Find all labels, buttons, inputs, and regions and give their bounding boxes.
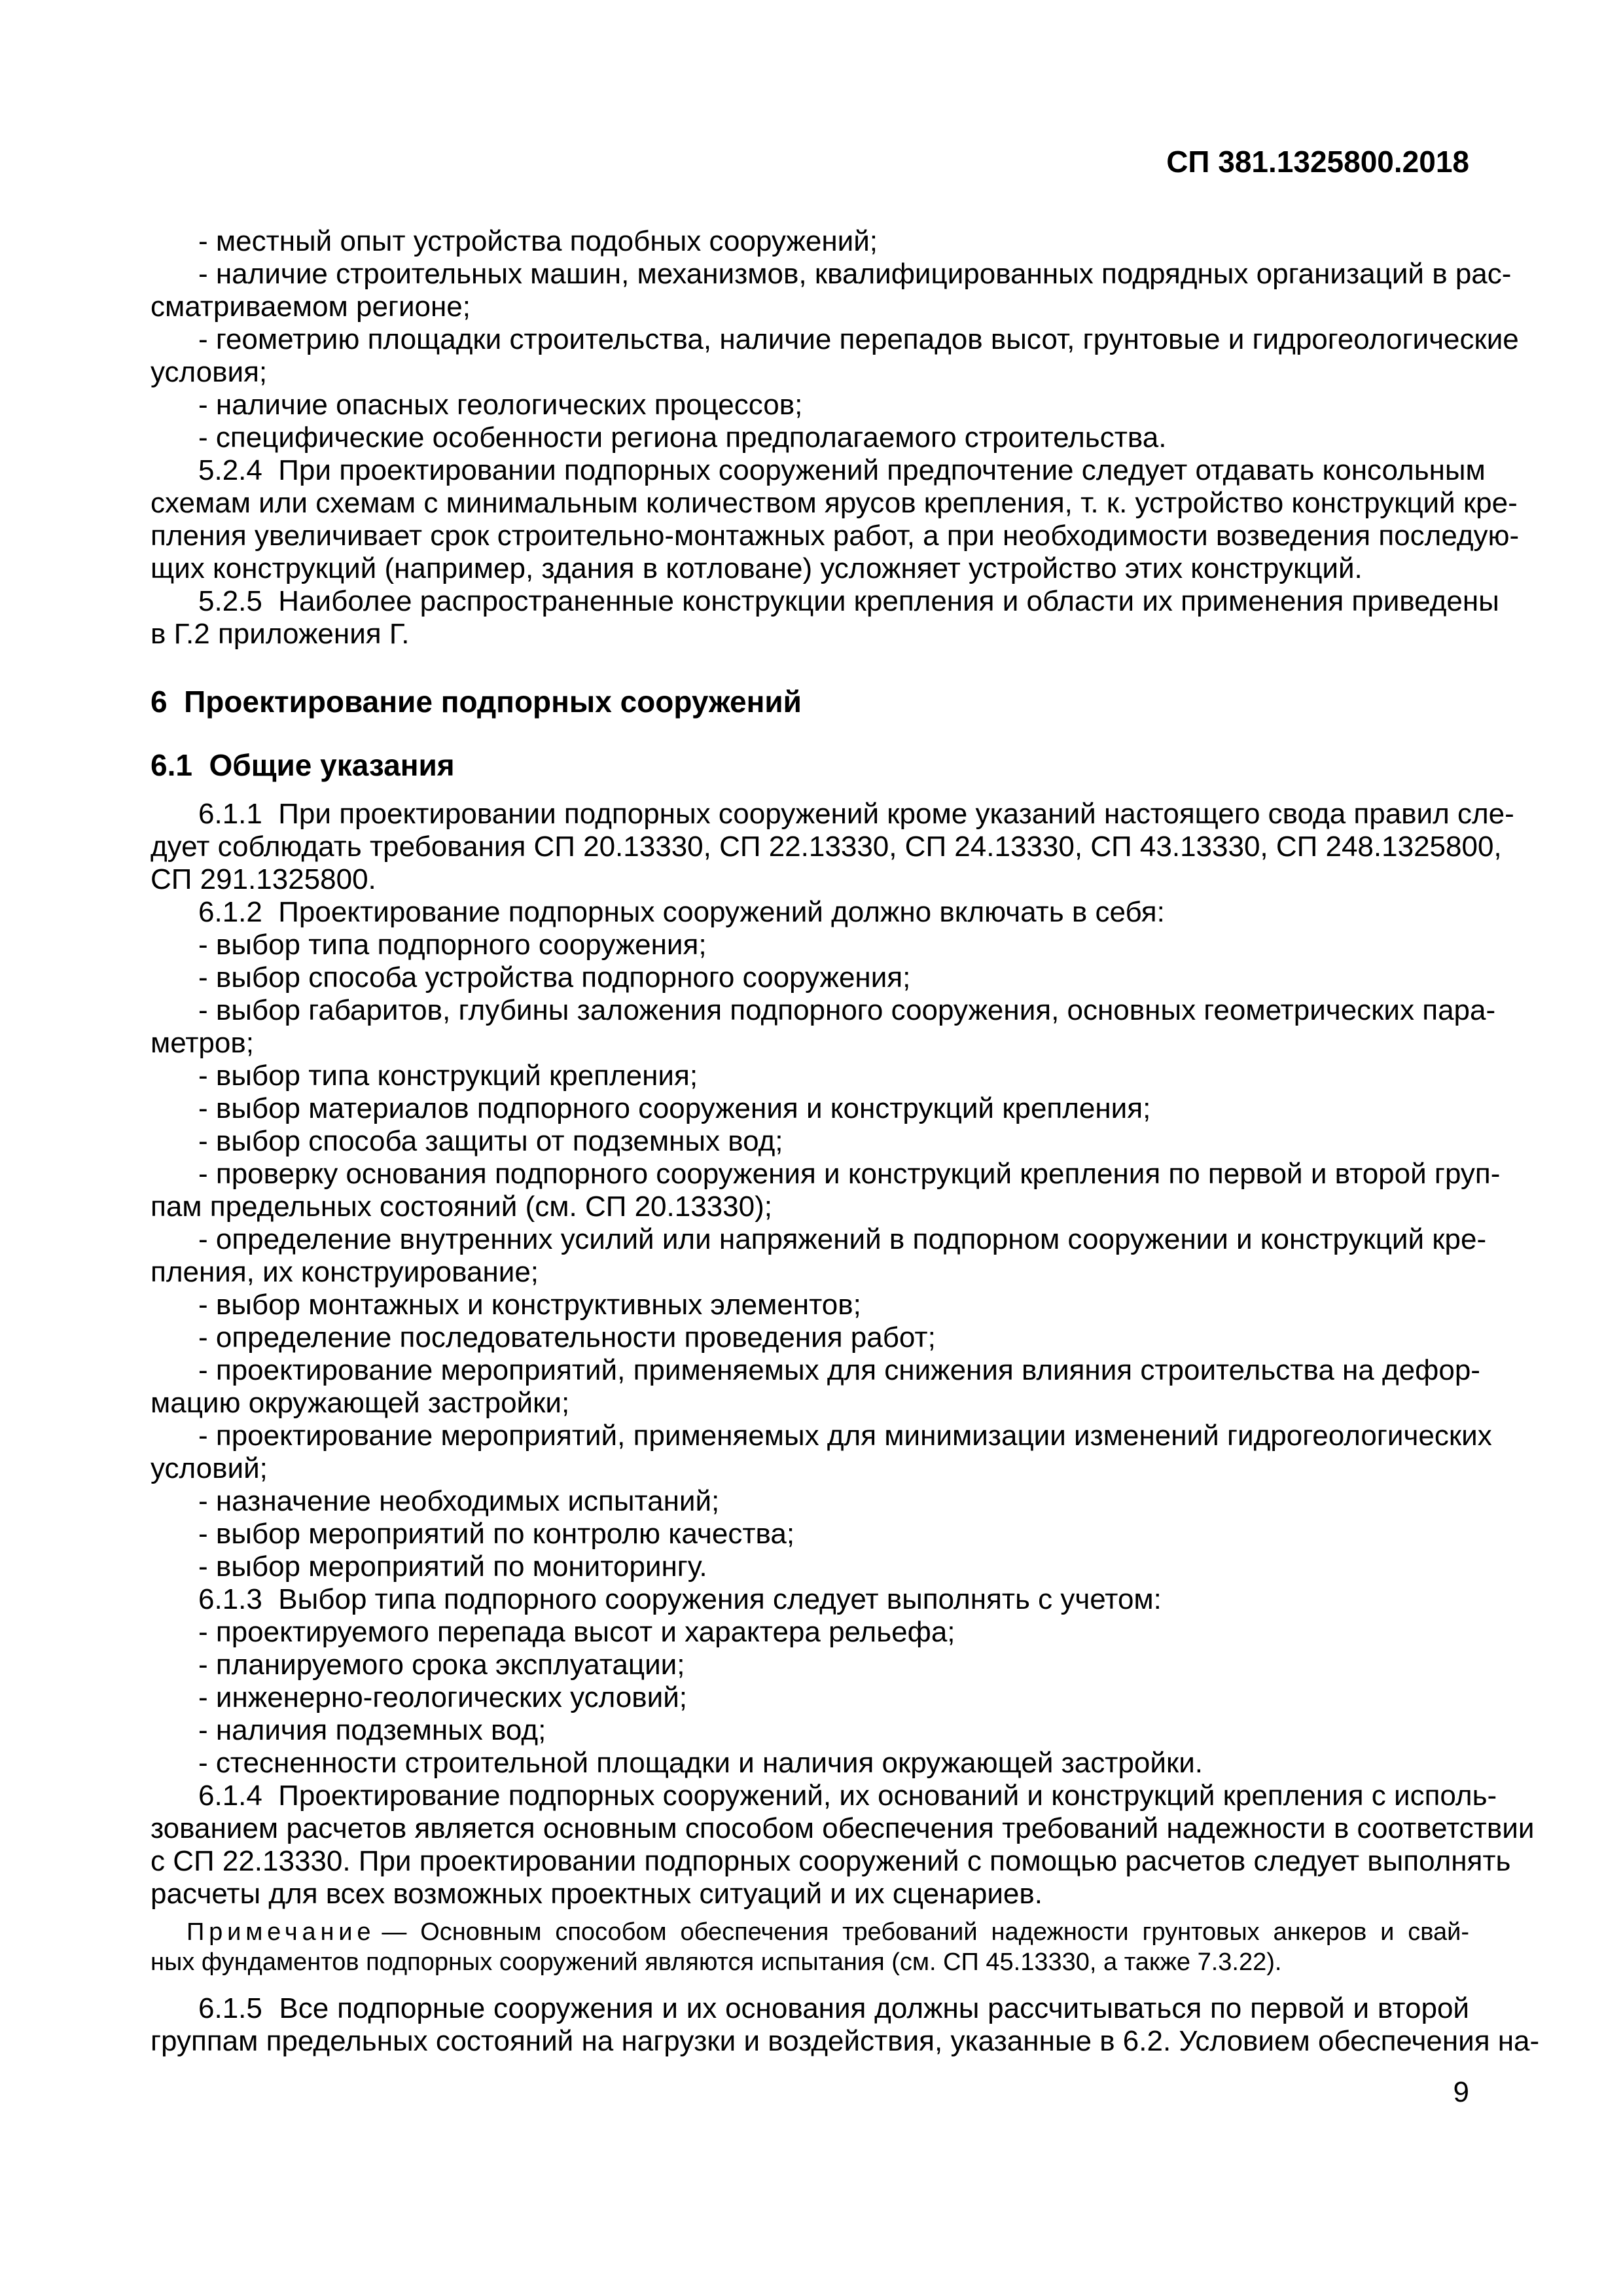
paragraph-line: в Г.2 приложения Г.: [151, 618, 410, 650]
paragraph-line: - выбор мероприятий по мониторингу.: [198, 1551, 707, 1583]
paragraph-line: 6.1.2 Проектирование подпорных сооружений должно включать в себя:: [198, 896, 1165, 928]
subsection-heading: 6.1 Общие указания: [151, 748, 455, 782]
paragraph-line: схемам или схемам с минимальным количеством ярусов крепления, т. к. устройство конструкций кре-: [151, 487, 1518, 519]
paragraph-line: - выбор мероприятий по контролю качества;: [198, 1518, 795, 1550]
paragraph-line: - проектирование мероприятий, применяемых для снижения влияния строительства на дефор-: [198, 1354, 1480, 1386]
paragraph-line: условий;: [151, 1452, 268, 1484]
paragraph-line: - выбор способа защиты от подземных вод;: [198, 1125, 783, 1157]
note-line: ных фундаментов подпорных сооружений являются испытания (см. СП 45.13330, а также 7.3.22).: [151, 1948, 1282, 1976]
paragraph-line: - выбор способа устройства подпорного сооружения;: [198, 961, 911, 994]
paragraph-line: пления увеличивает срок строительно-монтажных работ, а при необходимости возведения последую-: [151, 520, 1520, 552]
paragraph-line: расчеты для всех возможных проектных ситуаций и их сценариев.: [151, 1878, 1043, 1910]
paragraph-line: 6.1.5 Все подпорные сооружения и их основания должны рассчитываться по первой и второй: [198, 1992, 1469, 2024]
paragraph-line: зованием расчетов является основным способом обеспечения требований надежности в соответствии: [151, 1812, 1535, 1844]
paragraph-line: - выбор типа подпорного сооружения;: [198, 929, 707, 961]
paragraph-line: 5.2.5 Наиболее распространенные конструкции крепления и области их применения приведены: [198, 585, 1499, 617]
paragraph-line: - геометрию площадки строительства, наличие перепадов высот, грунтовые и гидрогеологические: [198, 323, 1519, 355]
page-number: 9: [1453, 2076, 1469, 2108]
note-line: [151, 1917, 1469, 1947]
paragraph-line: щих конструкций (например, здания в котловане) усложняет устройство этих конструкций.: [151, 552, 1363, 584]
paragraph-line: метров;: [151, 1027, 254, 1059]
paragraph-line: - наличие опасных геологических процессов;: [198, 389, 803, 421]
paragraph-line: - стесненности строительной площадки и наличия окружающей застройки.: [198, 1747, 1203, 1779]
paragraph-line: условия;: [151, 356, 268, 388]
paragraph-line: 5.2.4 При проектировании подпорных сооружений предпочтение следует отдавать консольным: [198, 454, 1486, 486]
paragraph-line: пам предельных состояний (см. СП 20.13330);: [151, 1191, 772, 1223]
paragraph-line: - планируемого срока эксплуатации;: [198, 1649, 685, 1681]
paragraph-line: СП 291.1325800.: [151, 863, 376, 895]
paragraph-line: - проектирование мероприятий, применяемых для минимизации изменений гидрогеологических: [198, 1420, 1492, 1452]
paragraph-line: группам предельных состояний на нагрузки и воздействия, указанные в 6.2. Условием обеспечения на-: [151, 2025, 1540, 2057]
paragraph-line: 6.1.1 При проектировании подпорных сооружений кроме указаний настоящего свода правил сле-: [198, 798, 1514, 830]
paragraph-line: - проверку основания подпорного сооружения и конструкций крепления по первой и второй груп-: [198, 1158, 1501, 1190]
document-body: [151, 225, 1540, 2058]
paragraph-line: - проектируемого перепада высот и характера рельефа;: [198, 1616, 955, 1648]
paragraph-line: - определение внутренних усилий или напряжений в подпорном сооружении и конструкций кре-: [198, 1223, 1487, 1255]
paragraph-line: - выбор материалов подпорного сооружения и конструкций крепления;: [198, 1092, 1151, 1124]
paragraph-line: - назначение необходимых испытаний;: [198, 1485, 720, 1517]
paragraph-line: пления, их конструирование;: [151, 1256, 539, 1288]
running-header: СП 381.1325800.2018: [1166, 145, 1469, 179]
paragraph-line: мацию окружающей застройки;: [151, 1387, 570, 1419]
note-text: — Основным способом обеспечения требований надежности грунтовых анкеров и свай-: [382, 1918, 1469, 1946]
note-label: Примечание: [187, 1918, 376, 1946]
paragraph-line: - местный опыт устройства подобных сооружений;: [198, 225, 878, 257]
paragraph-line: с СП 22.13330. При проектировании подпорных сооружений с помощью расчетов следует выполнять: [151, 1845, 1511, 1877]
paragraph-line: - инженерно-геологических условий;: [198, 1681, 687, 1713]
paragraph-line: - выбор габаритов, глубины заложения подпорного сооружения, основных геометрических пара-: [198, 994, 1496, 1026]
paragraph-line: - выбор типа конструкций крепления;: [198, 1060, 698, 1092]
paragraph-line: - наличие строительных машин, механизмов, квалифицированных подрядных организаций в рас-: [198, 258, 1512, 290]
paragraph-line: - наличия подземных вод;: [198, 1714, 546, 1746]
paragraph-line: дует соблюдать требования СП 20.13330, СП 22.13330, СП 24.13330, СП 43.13330, СП 248.1325800,: [151, 831, 1502, 863]
section-heading: 6 Проектирование подпорных сооружений: [151, 685, 802, 719]
paragraph-line: - определение последовательности проведения работ;: [198, 1321, 936, 1354]
paragraph-line: 6.1.3 Выбор типа подпорного сооружения следует выполнять с учетом:: [198, 1583, 1162, 1615]
paragraph-line: сматриваемом регионе;: [151, 291, 471, 323]
paragraph-line: - специфические особенности региона предполагаемого строительства.: [198, 422, 1167, 454]
paragraph-line: - выбор монтажных и конструктивных элементов;: [198, 1289, 861, 1321]
paragraph-line: 6.1.4 Проектирование подпорных сооружений, их оснований и конструкций крепления с исполь-: [198, 1780, 1497, 1812]
page-content: [151, 225, 1540, 2109]
